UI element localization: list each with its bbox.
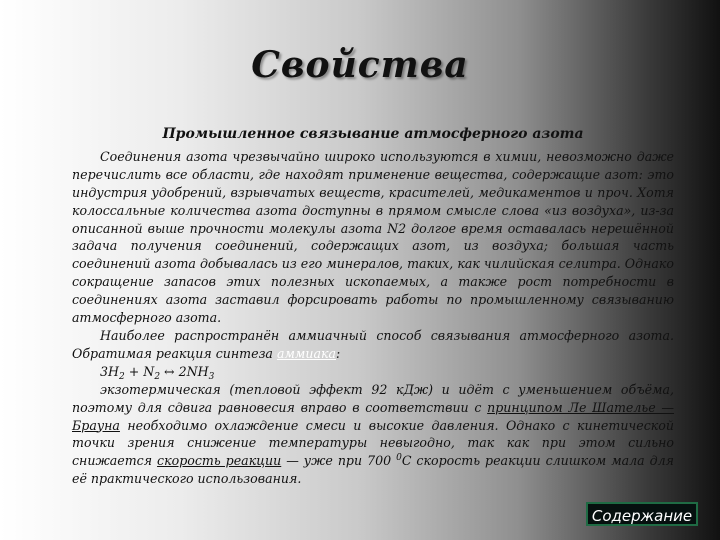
contents-button[interactable]: Содержание <box>586 502 698 526</box>
formula-nh-sub: 3 <box>208 371 215 382</box>
formula-arrow-nh: ↔ 2NH <box>160 363 209 379</box>
formula-h-sub: 2 <box>119 371 125 382</box>
paragraph-ammonia-colon: : <box>336 345 341 361</box>
paragraph-equilibrium <box>72 381 674 488</box>
reaction-formula <box>72 363 674 381</box>
equilibrium-text-a: экзотермическая (тепловой эффект 92 кДж) и идёт с уменьшением объёма, поэтому для сдвига равновесия вправо в соответствии с <box>72 381 674 415</box>
slide-title: Свойства <box>251 44 469 86</box>
slide-content <box>72 126 674 488</box>
reaction-rate-link[interactable]: скорость реакции <box>157 453 282 469</box>
formula-h: 3H <box>100 363 119 379</box>
section-subtitle: Промышленное связывание атмосферного азота <box>162 126 584 142</box>
degree-sup: 0 <box>396 453 402 464</box>
paragraph-intro: Соединения азота чрезвычайно широко используются в химии, невозможно даже перечислить все области, где находят применение вещества, содержащие азот: это индустрия удобрений, взрывчатых веществ, красителей, медикаментов и проч. Хотя колоссальные количества азота доступны в прямом смысле слова «из воздуха», из-за описанной выше прочности молекулы азота N2 долгое время оставалась нерешённой задача получения соединений, содержащих азот, из воздуха; большая часть соединений азота добывалась из его минералов, таких, как чилийская селитра. Однако сокращение запасов этих полезных ископаемых, а также рост потребности в соединениях азота заставил форсировать работы по промышленному связыванию атмосферного азота. <box>72 148 674 326</box>
equilibrium-text-c: — уже при 700 <box>281 453 397 469</box>
equilibrium-text-b: необходимо охлаждение смеси и высокие давления. Однако с кинетической точки зрения снижение температуры невыгодно, так как при этом сильно снижается <box>72 417 674 469</box>
equilibrium-text-d: С скорость реакции слишком мала для её практического использования. <box>72 453 674 487</box>
ammonia-link[interactable]: аммиака <box>276 345 336 361</box>
le-chatelier-link[interactable]: принципом Ле Шателье — Брауна <box>72 399 675 433</box>
paragraph-ammonia-method <box>72 327 674 363</box>
formula-n-sub: 2 <box>154 371 161 382</box>
formula-plus-n: + N <box>124 363 155 379</box>
paragraph-ammonia-text: Наиболее распространён аммиачный способ связывания атмосферного азота. Обратимая реакция синтеза <box>72 327 674 361</box>
